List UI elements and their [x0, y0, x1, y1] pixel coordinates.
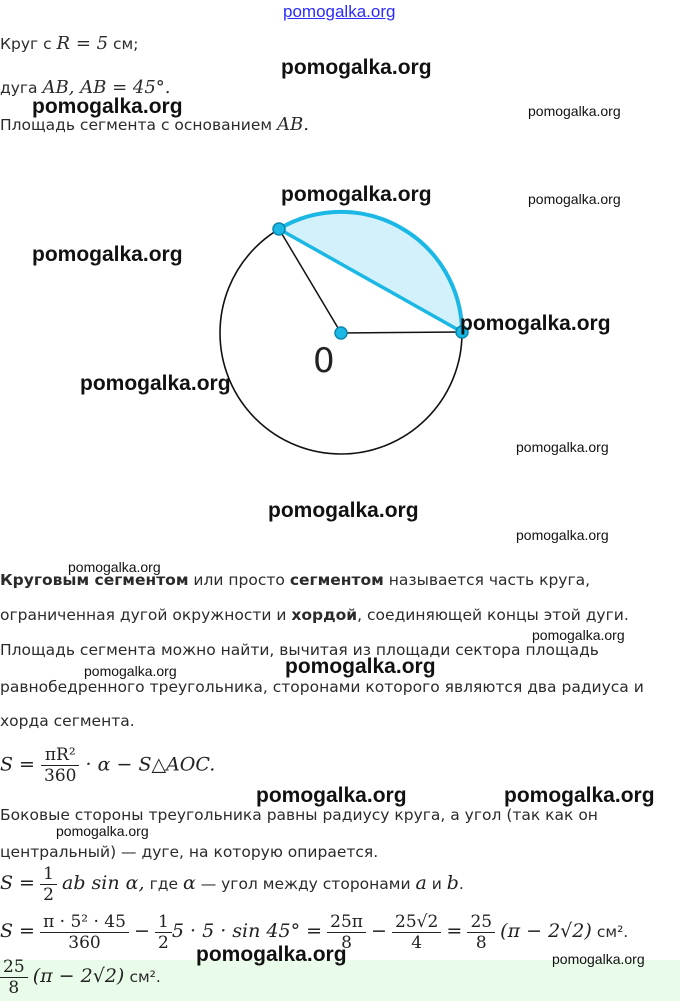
point-a: [273, 223, 285, 235]
fraction-denominator: 8: [8, 978, 20, 998]
formula-b: b: [446, 872, 459, 894]
sides-line-2: центральный) — дуге, на которую опирается.: [0, 843, 379, 861]
watermark: pomogalka.org: [504, 784, 655, 807]
fraction-numerator: 1: [155, 912, 172, 933]
formula-unit: см².: [596, 923, 629, 941]
formula-lhs: S =: [0, 753, 35, 776]
given-line-1: [0, 33, 138, 54]
paragraph-text: , соединяющей концы этой дуги.: [357, 606, 629, 624]
watermark: pomogalka.org: [281, 56, 432, 79]
point-o: [335, 327, 347, 339]
given-line-2-math: AB, AB = 45°.: [42, 77, 171, 98]
formula-sector-minus-triangle: [0, 745, 215, 786]
segment-fill: [279, 212, 462, 332]
fraction-denominator: 8: [341, 933, 352, 953]
formula-equals: =: [446, 920, 463, 942]
watermark: pomogalka.org: [528, 191, 621, 207]
watermark: pomogalka.org: [281, 183, 432, 206]
fraction-numerator: 25: [467, 912, 495, 933]
term-chord: хордой: [291, 606, 358, 624]
fraction-4: [392, 912, 441, 953]
watermark: pomogalka.org: [268, 499, 419, 522]
radius-ob: [341, 332, 462, 333]
formula-alpha: α: [182, 872, 196, 894]
formula-lhs: S =: [0, 872, 35, 894]
formula-tail: (π − 2√2): [500, 920, 592, 942]
watermark: pomogalka.org: [84, 663, 177, 679]
fraction-half: [40, 864, 57, 905]
formula-text: и: [426, 875, 447, 893]
watermark: pomogalka.org: [460, 312, 611, 335]
watermark: pomogalka.org: [516, 439, 609, 455]
answer-line: [0, 957, 161, 998]
center-label: 0: [313, 341, 335, 381]
watermark: pomogalka.org: [56, 823, 149, 839]
formula-minus: −: [371, 920, 387, 942]
watermark: pomogalka.org: [32, 95, 183, 118]
fraction-1: [40, 912, 129, 953]
fraction-numerator: πR²: [41, 745, 79, 766]
watermark-top-link[interactable]: pomogalka.org: [283, 2, 396, 21]
given-line-1-prefix: Круг с: [0, 35, 52, 53]
watermark: pomogalka.org: [528, 103, 621, 119]
paragraph-line-3: Площадь сегмента можно найти, вычитая из площади сектора площадь: [0, 641, 599, 659]
answer-fraction: [0, 957, 28, 998]
fraction-denominator: 360: [68, 933, 101, 953]
fraction-numerator: 25: [0, 957, 28, 978]
formula-a: a: [415, 872, 427, 894]
term-segment: сегментом: [289, 571, 384, 589]
fraction-denominator: 360: [44, 766, 77, 786]
formula-minus: −: [134, 920, 150, 942]
given-line-1-unit: см;: [113, 35, 139, 53]
watermark: pomogalka.org: [68, 559, 161, 575]
answer-unit: см².: [129, 968, 161, 986]
fraction-5: [467, 912, 495, 953]
formula-text: где: [149, 875, 183, 893]
paragraph-line-5: хорда сегмента.: [0, 712, 135, 730]
paragraph-text: называется часть круга,: [383, 571, 591, 589]
fraction-numerator: 1: [40, 864, 57, 885]
fraction-numerator: π · 5² · 45: [40, 912, 129, 933]
segment-diagram: [200, 195, 490, 465]
paragraph-line-2: [0, 606, 629, 624]
formula-mid: 5 · 5 · sin 45° =: [171, 920, 323, 942]
watermark: pomogalka.org: [256, 784, 407, 807]
fraction-denominator: 2: [43, 885, 54, 905]
fraction: [41, 745, 79, 786]
formula-rest: ab sin α,: [62, 872, 145, 894]
fraction-numerator: 25π: [327, 912, 366, 933]
formula-text: — угол между сторонами: [195, 875, 416, 893]
formula-rest: · α − S△AOC.: [85, 753, 216, 776]
fraction-2: [155, 912, 172, 953]
fraction-numerator: 25√2: [392, 912, 441, 933]
fraction-denominator: 4: [411, 933, 423, 953]
watermark: pomogalka.org: [196, 943, 347, 966]
answer-tail: (π − 2√2): [32, 965, 125, 987]
fraction-denominator: 8: [475, 933, 487, 953]
formula-triangle-area: [0, 864, 464, 905]
paragraph-line-4: равнобедренного треугольника, сторонами которого являются два радиуса и: [0, 678, 644, 696]
sides-line-1: Боковые стороны треугольника равны радиусу круга, а угол (так как он: [0, 806, 598, 824]
given-line-3-math: AB.: [277, 114, 309, 135]
watermark: pomogalka.org: [552, 951, 645, 967]
watermark: pomogalka.org: [32, 243, 183, 266]
watermark: pomogalka.org: [532, 627, 625, 643]
watermark: pomogalka.org: [80, 372, 231, 395]
term-circular-segment: Круговым сегментом: [0, 571, 189, 589]
formula-lhs: S =: [0, 920, 35, 942]
paragraph-text: или просто: [188, 571, 290, 589]
given-line-3-prefix: Площадь сегмента с основанием: [0, 116, 273, 134]
watermark: pomogalka.org: [285, 655, 436, 678]
given-line-1-math: R = 5: [56, 33, 109, 54]
given-line-2-prefix: дуга: [0, 79, 38, 97]
paragraph-text: ограниченная дугой окружности и: [0, 606, 292, 624]
fraction-denominator: 2: [158, 933, 169, 953]
watermark: pomogalka.org: [516, 527, 609, 543]
formula-text: .: [458, 875, 464, 893]
